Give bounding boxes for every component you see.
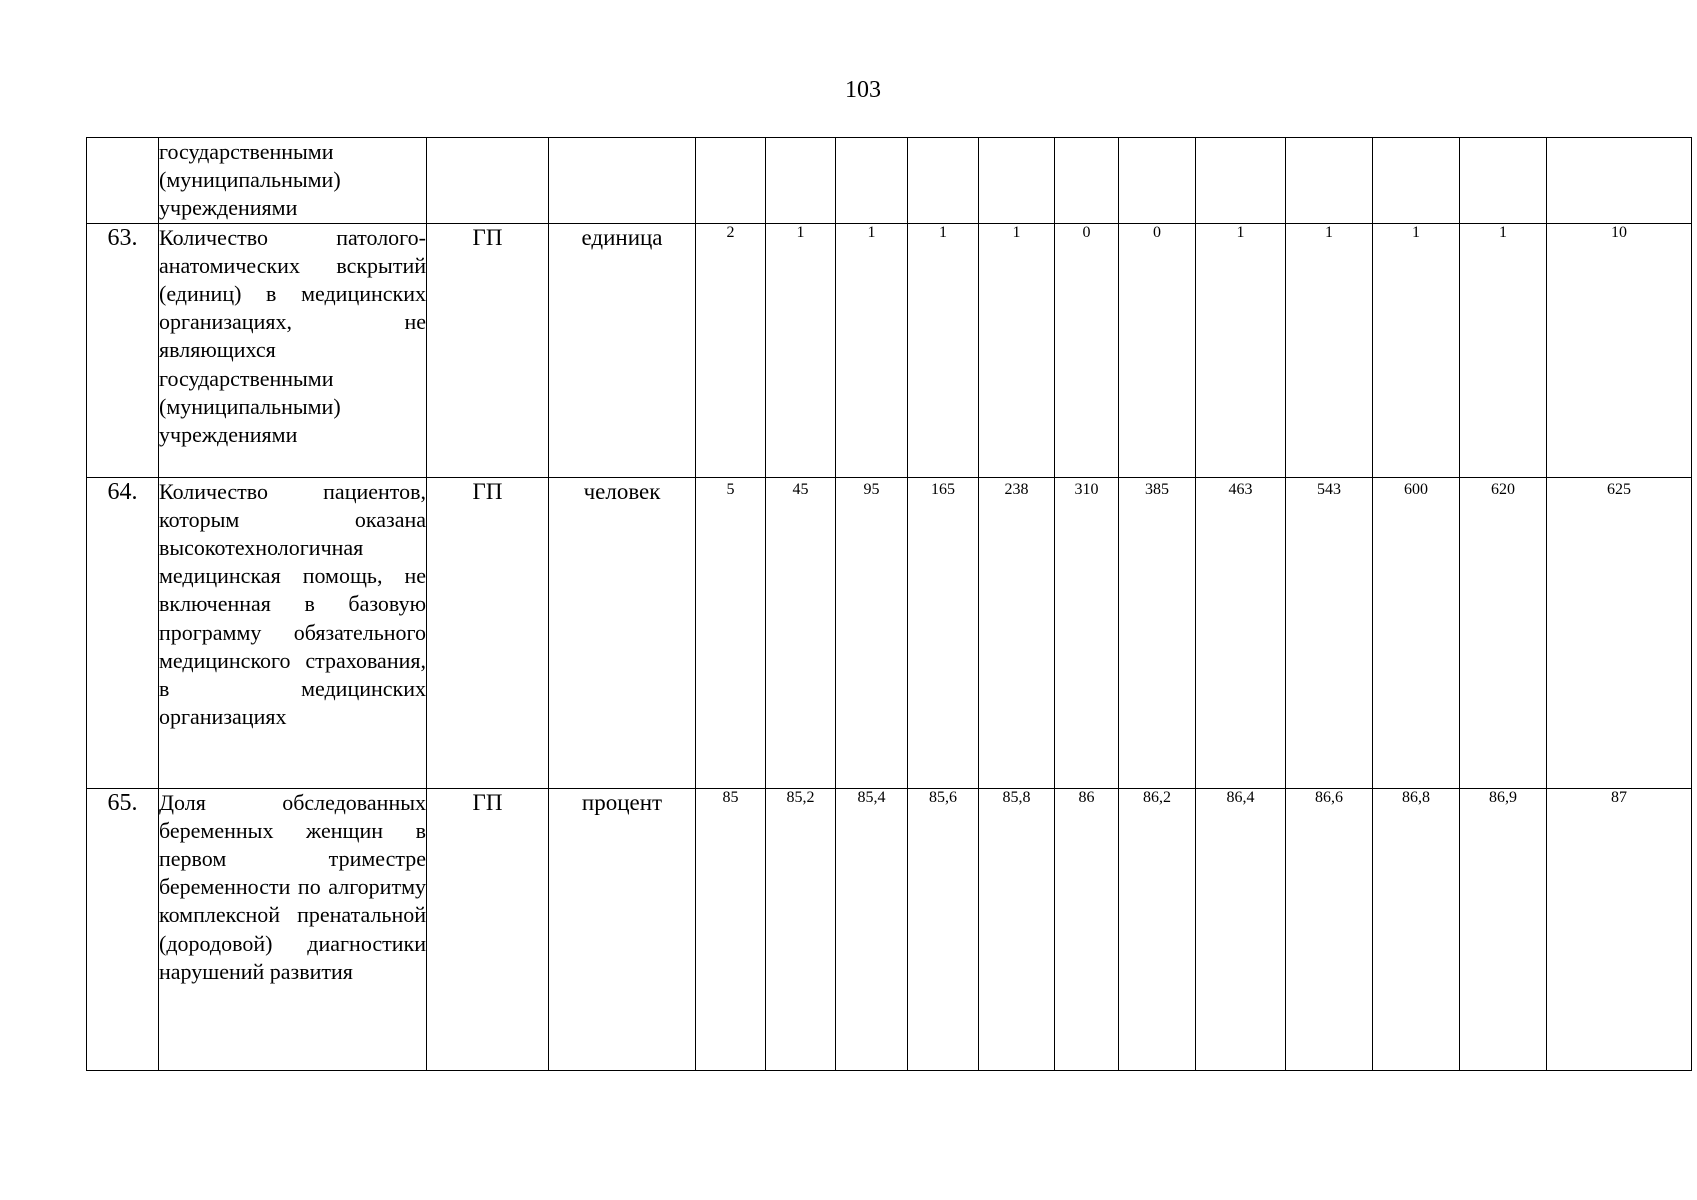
value-cell: 1 [836, 223, 908, 477]
value-cell: 86 [1055, 788, 1119, 1070]
value-cell: 2 [696, 223, 766, 477]
value-cell: 238 [979, 477, 1055, 788]
value-cell: 1 [1286, 223, 1373, 477]
value-cell: 95 [836, 477, 908, 788]
value-cell: 620 [1460, 477, 1547, 788]
page-number: 103 [845, 77, 881, 103]
value-cell: 85,4 [836, 788, 908, 1070]
indicator-source: ГП [427, 477, 549, 788]
value-cell [1286, 138, 1373, 224]
value-cell [979, 138, 1055, 224]
table-row [87, 223, 1692, 477]
indicator-name: государственными (муниципальными) учреждениями [159, 138, 427, 224]
row-number: 63. [87, 223, 159, 477]
row-number: 65. [87, 788, 159, 1070]
row-number: 64. [87, 477, 159, 788]
value-cell [1460, 138, 1547, 224]
value-cell: 87 [1547, 788, 1692, 1070]
value-cell: 463 [1196, 477, 1286, 788]
value-cell: 85,2 [766, 788, 836, 1070]
value-cell: 165 [908, 477, 979, 788]
value-cell: 625 [1547, 477, 1692, 788]
value-cell: 0 [1119, 223, 1196, 477]
indicator-unit: единица [549, 223, 696, 477]
value-cell: 543 [1286, 477, 1373, 788]
value-cell: 5 [696, 477, 766, 788]
value-cell: 10 [1547, 223, 1692, 477]
value-cell: 1 [908, 223, 979, 477]
indicator-unit: процент [549, 788, 696, 1070]
value-cell: 0 [1055, 223, 1119, 477]
indicator-name: Доля обследованных беременных женщин в первом триместре беременности по алгоритму комплексной пренатальной (дородовой) диагностики нарушений развития [159, 788, 427, 1070]
value-cell: 85,6 [908, 788, 979, 1070]
value-cell: 1 [1460, 223, 1547, 477]
value-cell: 86,2 [1119, 788, 1196, 1070]
value-cell: 1 [1373, 223, 1460, 477]
value-cell [696, 138, 766, 224]
indicator-name: Количество пациентов, которым оказана высокотехнологичная медицинская помощь, не включенная в базовую программу обязательного медицинского страхования, в медицинских организациях [159, 477, 427, 788]
value-cell: 1 [979, 223, 1055, 477]
indicator-source: ГП [427, 223, 549, 477]
indicator-name: Количество патолого-анатомических вскрытий (единиц) в медицинских организациях, не являющихся государственными (муниципальными) учреждениями [159, 223, 427, 477]
indicator-unit: человек [549, 477, 696, 788]
value-cell [1547, 138, 1692, 224]
indicators-table [86, 137, 1692, 1071]
value-cell [1119, 138, 1196, 224]
value-cell: 45 [766, 477, 836, 788]
value-cell: 1 [766, 223, 836, 477]
indicator-source [427, 138, 549, 224]
value-cell: 86,6 [1286, 788, 1373, 1070]
value-cell [1373, 138, 1460, 224]
value-cell: 1 [1196, 223, 1286, 477]
value-cell: 310 [1055, 477, 1119, 788]
indicator-unit [549, 138, 696, 224]
value-cell: 86,8 [1373, 788, 1460, 1070]
value-cell: 600 [1373, 477, 1460, 788]
value-cell: 86,9 [1460, 788, 1547, 1070]
value-cell [1196, 138, 1286, 224]
value-cell: 86,4 [1196, 788, 1286, 1070]
indicator-source: ГП [427, 788, 549, 1070]
value-cell [1055, 138, 1119, 224]
value-cell [908, 138, 979, 224]
value-cell: 85 [696, 788, 766, 1070]
value-cell [836, 138, 908, 224]
table-row [87, 788, 1692, 1070]
value-cell [766, 138, 836, 224]
value-cell: 385 [1119, 477, 1196, 788]
table-row [87, 138, 1692, 224]
row-number [87, 138, 159, 224]
value-cell: 85,8 [979, 788, 1055, 1070]
table-row [87, 477, 1692, 788]
